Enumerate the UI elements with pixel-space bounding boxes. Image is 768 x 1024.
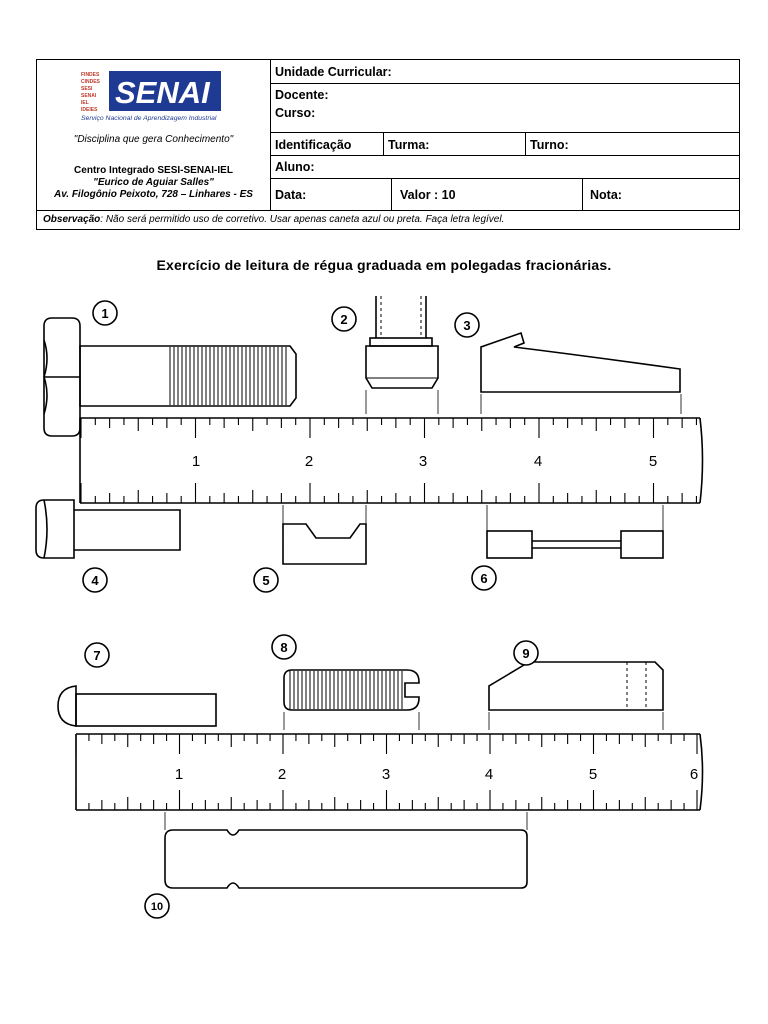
field-nota[interactable]: Nota: <box>590 188 622 202</box>
svg-text:3: 3 <box>463 318 471 333</box>
part-label-10 <box>145 894 169 918</box>
ruler-1-number: 3 <box>418 453 428 470</box>
ruler-1 <box>80 418 703 503</box>
part-6 <box>487 505 663 558</box>
field-turma[interactable]: Turma: <box>388 138 430 152</box>
ruler-2-number: 2 <box>277 766 287 783</box>
ruler-2-number: 5 <box>588 766 598 783</box>
part-label-7 <box>85 643 109 667</box>
svg-text:2: 2 <box>340 312 348 327</box>
part-label-8 <box>272 635 296 659</box>
ruler-1-ticks <box>81 418 696 503</box>
part-label-9 <box>514 641 538 665</box>
part-5 <box>283 505 366 564</box>
svg-text:8: 8 <box>280 640 288 655</box>
logo-subline: FINDES <box>81 72 100 78</box>
logo-subline: IDEIES <box>81 107 98 113</box>
logo-subline: IEL <box>81 100 89 106</box>
observacao-label: Observação <box>43 214 101 225</box>
svg-text:10: 10 <box>150 901 164 913</box>
part-label-2 <box>332 307 356 331</box>
tagline: "Disciplina que gera Conhecimento" <box>73 134 234 145</box>
logo-caption: Serviço Nacional de Aprendizagem Industrial <box>81 115 217 122</box>
ruler-2-number: 1 <box>174 766 184 783</box>
part-4 <box>36 500 180 558</box>
part-3 <box>481 333 681 414</box>
part-label-3 <box>455 313 479 337</box>
logo-text: SENAI <box>115 75 210 110</box>
ruler-1-number: 5 <box>648 453 658 470</box>
field-identificacao: Identificação <box>275 138 352 152</box>
exercise-title: Exercício de leitura de régua graduada em polegadas fracionárias. <box>156 257 612 273</box>
part-label-5 <box>254 568 278 592</box>
part-9 <box>489 662 663 730</box>
field-turno[interactable]: Turno: <box>530 138 569 152</box>
part-8 <box>284 670 419 730</box>
part-label-4 <box>83 568 107 592</box>
logo-subline: CINDES <box>81 79 100 85</box>
center-address: Av. Filogônio Peixoto, 728 – Linhares - ES <box>54 189 253 200</box>
field-valor: Valor : 10 <box>400 188 456 202</box>
observacao-text: : Não será permitido uso de corretivo. Usar apenas caneta azul ou preta. Faça letra legível. <box>100 214 505 225</box>
part-7 <box>58 686 216 726</box>
part-2 <box>366 296 438 414</box>
part-label-1 <box>93 301 117 325</box>
logo-subline: SENAI <box>81 93 97 99</box>
field-docente[interactable]: Docente: <box>275 88 329 102</box>
ruler-2-number: 4 <box>484 766 494 783</box>
ruler-1-number: 4 <box>533 453 543 470</box>
svg-text:9: 9 <box>522 646 530 661</box>
svg-text:1: 1 <box>101 306 109 321</box>
svg-text:6: 6 <box>480 571 488 586</box>
svg-text:4: 4 <box>91 573 99 588</box>
center-named: "Eurico de Aguiar Salles" <box>93 177 214 188</box>
part-label-6 <box>472 566 496 590</box>
ruler-2-number: 3 <box>381 766 391 783</box>
field-unidade-curricular[interactable]: Unidade Curricular: <box>275 65 392 79</box>
part-10 <box>165 812 527 888</box>
ruler-1-number: 2 <box>304 453 314 470</box>
field-aluno[interactable]: Aluno: <box>275 160 315 174</box>
field-data[interactable]: Data: <box>275 188 307 202</box>
ruler-1-number: 1 <box>191 453 201 470</box>
svg-text:7: 7 <box>93 648 101 663</box>
field-curso[interactable]: Curso: <box>275 106 316 120</box>
logo-subline: SESI <box>81 86 93 92</box>
svg-text:5: 5 <box>262 573 270 588</box>
ruler-2-number: 6 <box>689 766 699 783</box>
center-name: Centro Integrado SESI-SENAI-IEL <box>74 165 233 176</box>
